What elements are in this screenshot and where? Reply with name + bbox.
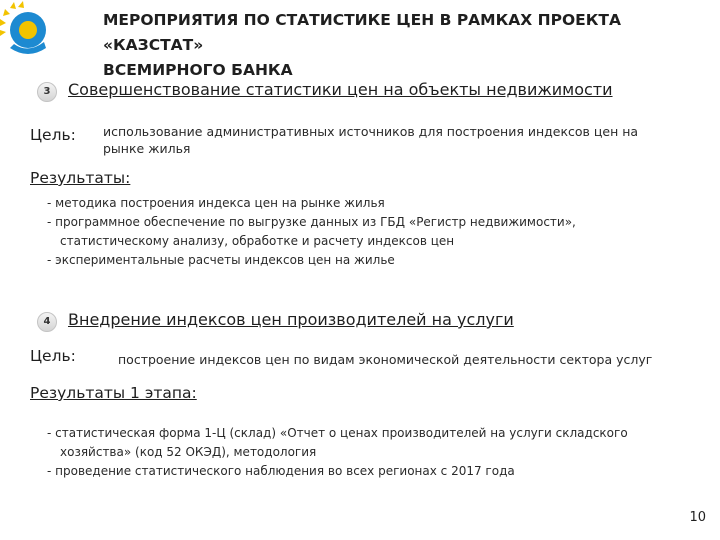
- section-4-title: Внедрение индексов цен производителей на услуги: [68, 310, 514, 329]
- section-3-number-badge: 3: [37, 82, 57, 102]
- list-item: - экспериментальные расчеты индексов цен на жилье: [47, 253, 395, 267]
- slide-title-line-2: ВСЕМИРНОГО БАНКА: [103, 61, 293, 79]
- list-item: хозяйства» (код 52 ОКЭД), методология: [60, 445, 317, 459]
- list-item: - проведение статистического наблюдения во всех регионах с 2017 года: [47, 464, 515, 478]
- section-3-goal-line-1: использование административных источников для построения индексов цен на: [103, 124, 639, 139]
- section-4-goal-line-1: построение индексов цен по видам экономической деятельности сектора услуг: [118, 352, 653, 367]
- list-item: - статистическая форма 1-Ц (склад) «Отчет о ценах производителей на услуги складского: [47, 426, 628, 440]
- section-3-title: Совершенствование статистики цен на объекты недвижимости: [68, 80, 613, 99]
- list-item: статистическому анализу, обработке и расчету индексов цен: [60, 234, 455, 248]
- slide-title: [103, 8, 713, 83]
- section-4-goal-text: [118, 351, 652, 368]
- section-4-number-badge: 4: [37, 312, 57, 332]
- section-4-goal-label: Цель:: [30, 347, 76, 365]
- section-3-goal-label: Цель:: [30, 126, 76, 144]
- slide-title-line-1: МЕРОПРИЯТИЯ ПО СТАТИСТИКЕ ЦЕН В РАМКАХ ПРОЕКТА «КАЗСТАТ»: [103, 11, 621, 54]
- section-3-goal-text: [103, 123, 638, 157]
- section-3-results-list: [47, 194, 576, 270]
- section-3-results-label: Результаты:: [30, 169, 131, 187]
- list-item: - программное обеспечение по выгрузке данных из ГБД «Регистр недвижимости»,: [47, 215, 576, 229]
- list-item: - методика построения индекса цен на рынке жилья: [47, 196, 385, 210]
- kazstat-logo: [0, 0, 52, 62]
- section-3-goal-line-2: рынке жилья: [103, 141, 191, 156]
- section-4-results-list: [47, 424, 628, 481]
- page-number: 10: [689, 510, 706, 525]
- section-4-results-label: Результаты 1 этапа:: [30, 384, 197, 402]
